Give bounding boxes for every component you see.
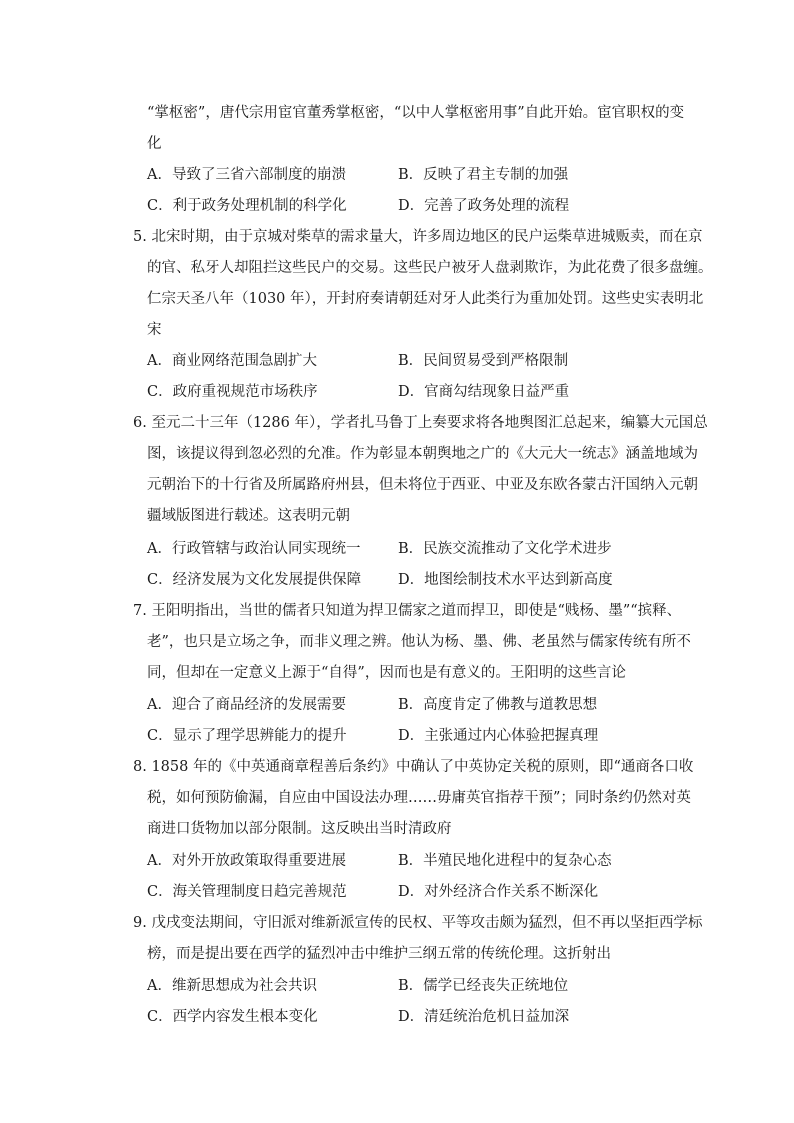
- q6-option-b[interactable]: B．民族交流推动了文化学术进步: [398, 541, 612, 557]
- q8-line-3: 商进口货物加以部分限制。这反映出当时清政府: [147, 821, 452, 837]
- q6-line-3: 元朝治下的十行省及所属路府州县，但未将位于西亚、中亚及东欧各蒙古汗国纳入元朝: [147, 477, 698, 493]
- q7-line-2: 老”，也只是立场之争，而非义理之辨。他认为杨、墨、佛、老虽然与儒家传统有所不: [147, 634, 691, 650]
- q4-line-1: “掌枢密”，唐代宗用宦官董秀掌枢密，“以中人掌枢密用事”自此开始。宦官职权的变: [147, 105, 685, 121]
- q8-line-1: 8. 1858 年的《中英通商章程善后条约》中确认了中英协定关税的原则，即“通商各口收: [133, 759, 694, 775]
- q4-option-d[interactable]: D．完善了政务处理的流程: [398, 198, 570, 214]
- q6-line-2: 图，该提议得到忽必烈的允准。作为彰显本朝舆地之广的《大元大一统志》涵盖地域为: [147, 446, 698, 462]
- q5-line-2: 的官、私牙人却阻拦这些民户的交易。这些民户被牙人盘剥欺诈，为此花费了很多盘缠。: [147, 260, 713, 276]
- q4-line-2: 化: [147, 136, 162, 152]
- q6-option-a[interactable]: A．行政管辖与政治认同实现统一: [147, 541, 361, 557]
- q6-line-1: 6. 至元二十三年（1286 年），学者扎马鲁丁上奏要求将各地舆图汇总起来，编纂大元国总: [133, 415, 708, 431]
- q5-line-3: 仁宗天圣八年（1030 年），开封府奏请朝廷对牙人此类行为重加处罚。这些史实表明北: [147, 291, 704, 307]
- q9-option-b[interactable]: B．儒学已经丧失正统地位: [398, 978, 569, 994]
- q8-option-c[interactable]: C．海关管理制度日趋完善规范: [147, 884, 347, 900]
- q9-line-2: 榜，而是提出要在西学的猛烈冲击中维护三纲五常的传统伦理。这折射出: [147, 946, 611, 962]
- q4-option-a[interactable]: A．导致了三省六部制度的崩溃: [147, 167, 346, 183]
- q7-option-c[interactable]: C．显示了理学思辨能力的提升: [147, 728, 347, 744]
- q7-option-a[interactable]: A．迎合了商品经济的发展需要: [147, 697, 346, 713]
- q5-option-d[interactable]: D．官商勾结现象日益严重: [398, 384, 570, 400]
- q6-line-4: 疆域版图进行载述。这表明元朝: [147, 508, 350, 524]
- q8-option-b[interactable]: B．半殖民地化进程中的复杂心态: [398, 853, 612, 869]
- q8-option-a[interactable]: A．对外开放政策取得重要进展: [147, 853, 346, 869]
- q5-line-1: 5. 北宋时期，由于京城对柴草的需求量大，许多周边地区的民户运柴草进城贩卖，而在京: [133, 229, 703, 245]
- q7-line-1: 7. 王阳明指出，当世的儒者只知道为捍卫儒家之道而捍卫，即使是“贱杨、墨”“摈释、: [133, 603, 682, 619]
- q9-option-a[interactable]: A．维新思想成为社会共识: [147, 978, 317, 994]
- q5-option-a[interactable]: A．商业网络范围急剧扩大: [147, 353, 317, 369]
- q6-option-c[interactable]: C．经济发展为文化发展提供保障: [147, 572, 362, 588]
- q9-line-1: 9. 戊戌变法期间，守旧派对维新派宣传的民权、平等攻击颇为猛烈，但不再以坚拒西学标: [133, 915, 703, 931]
- q7-line-3: 同，但却在一定意义上源于“自得”，因而也是有意义的。王阳明的这些言论: [147, 665, 626, 681]
- q7-option-d[interactable]: D．主张通过内心体验把握真理: [398, 728, 599, 744]
- q8-option-d[interactable]: D．对外经济合作关系不断深化: [398, 884, 599, 900]
- q8-line-2: 税，如何预防偷漏，自应由中国设法办理……毋庸英官指荐干预”；同时条约仍然对英: [147, 790, 691, 806]
- q5-option-c[interactable]: C．政府重视规范市场秩序: [147, 384, 318, 400]
- q5-option-b[interactable]: B．民间贸易受到严格限制: [398, 353, 569, 369]
- q7-option-b[interactable]: B．高度肯定了佛教与道教思想: [398, 697, 598, 713]
- q9-option-c[interactable]: C．西学内容发生根本变化: [147, 1009, 318, 1025]
- q5-line-4: 宋: [147, 322, 162, 338]
- q6-option-d[interactable]: D．地图绘制技术水平达到新高度: [398, 572, 613, 588]
- q9-option-d[interactable]: D．清廷统治危机日益加深: [398, 1009, 570, 1025]
- q4-option-b[interactable]: B．反映了君主专制的加强: [398, 167, 569, 183]
- q4-option-c[interactable]: C．利于政务处理机制的科学化: [147, 198, 347, 214]
